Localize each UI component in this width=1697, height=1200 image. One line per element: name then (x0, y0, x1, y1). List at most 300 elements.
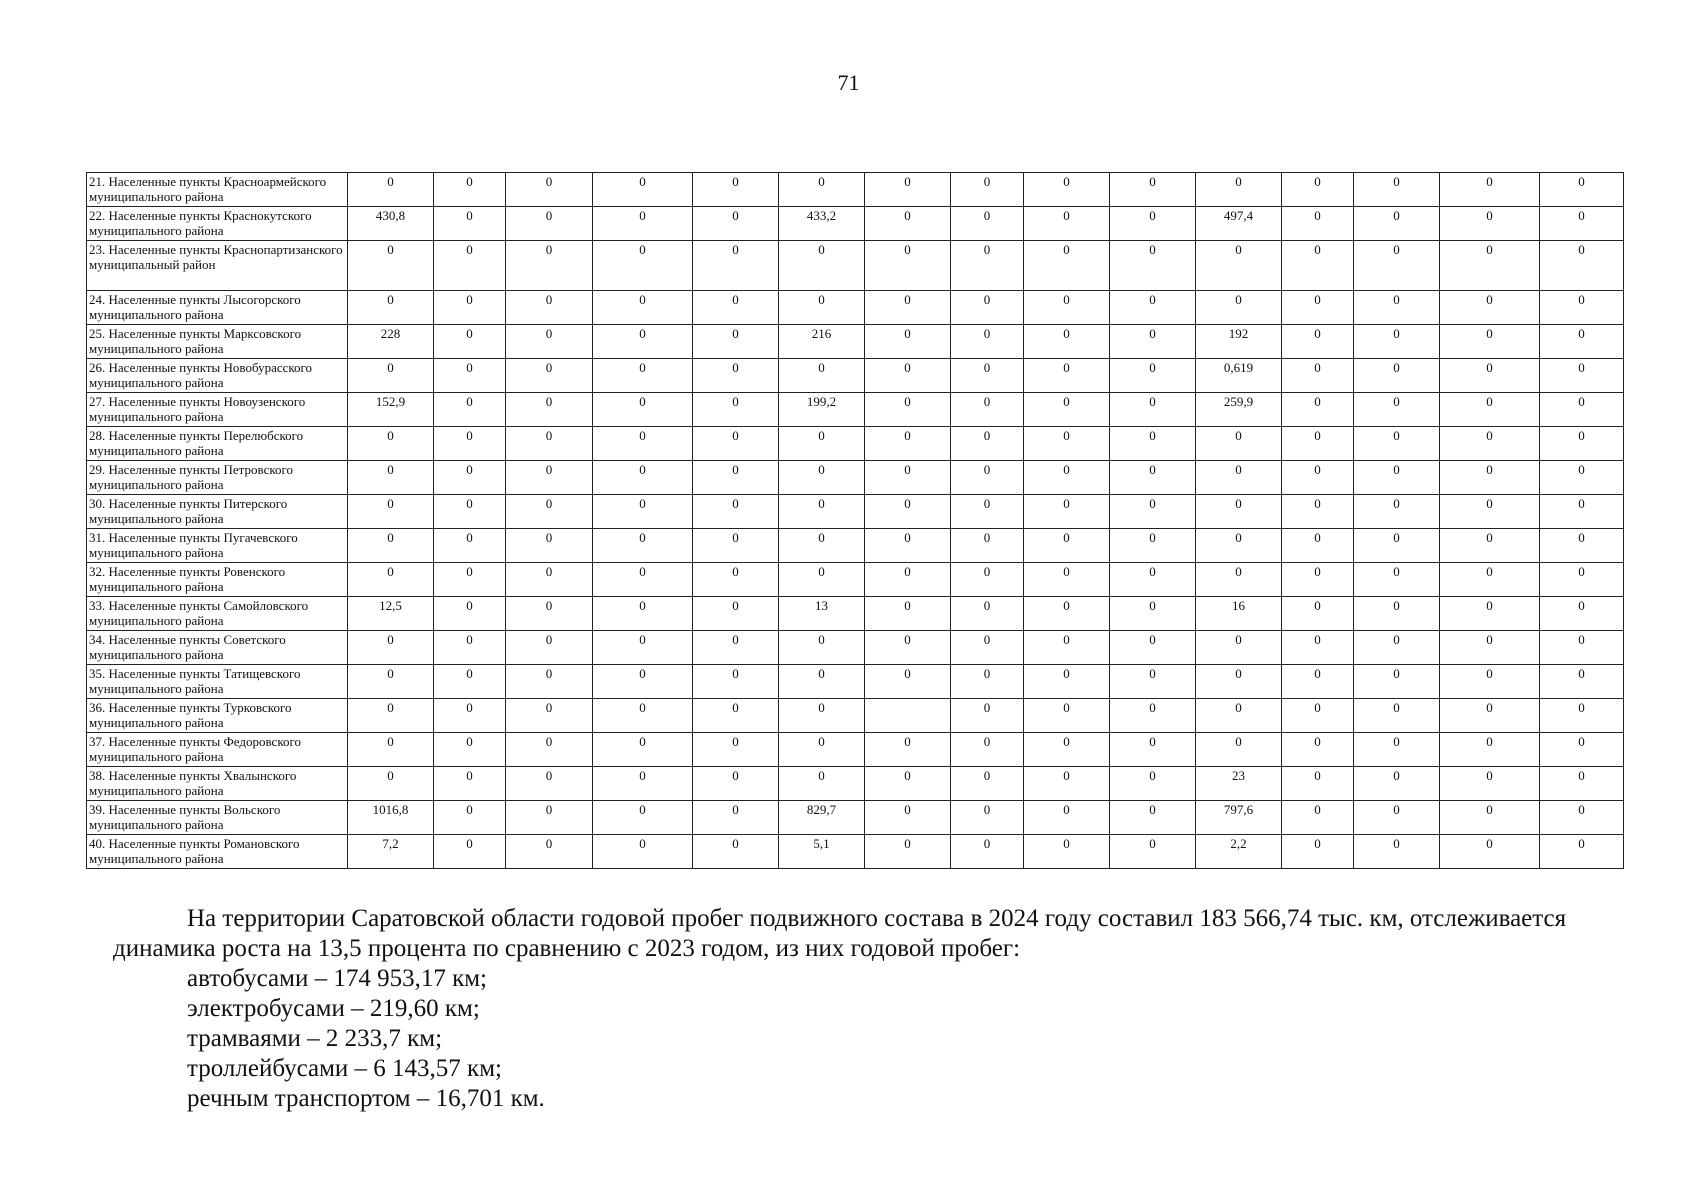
table-row (87, 241, 1624, 291)
value-cell: 0 (693, 291, 779, 325)
value-cell: 0 (693, 835, 779, 869)
value-cell: 0 (865, 563, 951, 597)
value-cell: 0 (779, 495, 865, 529)
value-cell: 0 (593, 529, 693, 563)
value-cell: 0 (1024, 835, 1110, 869)
value-cell: 0 (693, 631, 779, 665)
value-cell: 0 (1196, 241, 1282, 291)
value-cell: 0 (1282, 665, 1354, 699)
value-cell: 0 (1282, 733, 1354, 767)
value-cell: 0 (348, 767, 434, 801)
value-cell: 0 (1540, 495, 1624, 529)
value-cell: 0 (506, 359, 593, 393)
value-cell: 0 (1354, 631, 1440, 665)
value-cell: 0 (434, 359, 506, 393)
value-cell: 0 (865, 241, 951, 291)
value-cell: 0 (1282, 291, 1354, 325)
value-cell: 0 (779, 767, 865, 801)
value-cell: 0 (1354, 597, 1440, 631)
value-cell: 0 (593, 767, 693, 801)
row-name-cell: 28. Населенные пункты Перелюбского муниципального района (87, 427, 348, 461)
value-cell: 0 (593, 733, 693, 767)
value-cell: 0 (593, 173, 693, 207)
value-cell: 16 (1196, 597, 1282, 631)
value-cell: 0 (865, 767, 951, 801)
value-cell: 0 (865, 393, 951, 427)
value-cell: 0 (693, 461, 779, 495)
value-cell: 0 (951, 393, 1024, 427)
value-cell: 23 (1196, 767, 1282, 801)
value-cell: 0 (951, 173, 1024, 207)
value-cell: 0 (1024, 733, 1110, 767)
value-cell: 0 (865, 461, 951, 495)
value-cell: 0 (1110, 325, 1196, 359)
value-cell: 0 (593, 665, 693, 699)
value-cell: 0 (951, 495, 1024, 529)
value-cell: 0 (506, 495, 593, 529)
value-cell: 0 (434, 461, 506, 495)
value-cell: 0 (1110, 495, 1196, 529)
table-row (87, 563, 1624, 597)
value-cell: 0 (1354, 291, 1440, 325)
value-cell: 0 (779, 291, 865, 325)
row-name-cell: 37. Населенные пункты Федоровского муниципального района (87, 733, 348, 767)
row-name-cell: 23. Населенные пункты Краснопартизанского муниципальный район (87, 241, 348, 291)
value-cell: 497,4 (1196, 207, 1282, 241)
value-cell: 0 (506, 207, 593, 241)
value-cell: 0 (506, 563, 593, 597)
value-cell: 216 (779, 325, 865, 359)
value-cell: 0 (1354, 767, 1440, 801)
value-cell: 0 (593, 835, 693, 869)
value-cell: 0 (593, 427, 693, 461)
value-cell: 0 (951, 563, 1024, 597)
value-cell: 0 (1024, 495, 1110, 529)
value-cell: 0 (1440, 733, 1540, 767)
value-cell: 0 (1282, 767, 1354, 801)
value-cell: 0 (1110, 699, 1196, 733)
value-cell: 0 (693, 495, 779, 529)
value-cell: 0 (1540, 241, 1624, 291)
value-cell: 0 (1110, 835, 1196, 869)
value-cell: 0 (1110, 665, 1196, 699)
value-cell: 0 (434, 699, 506, 733)
value-cell: 0 (1354, 207, 1440, 241)
value-cell: 0 (1282, 495, 1354, 529)
summary-text (113, 904, 1643, 1114)
value-cell: 0 (693, 801, 779, 835)
value-cell (865, 699, 951, 733)
row-name-cell: 24. Населенные пункты Лысогорского муниципального района (87, 291, 348, 325)
value-cell: 0 (1354, 699, 1440, 733)
value-cell: 0 (434, 207, 506, 241)
value-cell: 0 (506, 241, 593, 291)
value-cell: 0 (693, 529, 779, 563)
value-cell: 0 (348, 427, 434, 461)
value-cell: 0 (779, 359, 865, 393)
value-cell: 0 (779, 665, 865, 699)
value-cell: 0 (348, 665, 434, 699)
value-cell: 0 (1540, 597, 1624, 631)
value-cell: 0 (1440, 325, 1540, 359)
value-cell: 0 (593, 393, 693, 427)
value-cell: 0 (506, 699, 593, 733)
value-cell: 0 (693, 173, 779, 207)
value-cell: 0 (693, 325, 779, 359)
value-cell: 0 (865, 173, 951, 207)
value-cell: 0 (1540, 631, 1624, 665)
value-cell: 0 (865, 359, 951, 393)
value-cell: 0 (1354, 325, 1440, 359)
table-row (87, 733, 1624, 767)
table-row (87, 427, 1624, 461)
value-cell: 0 (348, 529, 434, 563)
value-cell: 0 (1540, 207, 1624, 241)
value-cell: 0 (1282, 393, 1354, 427)
value-cell: 0 (693, 241, 779, 291)
value-cell: 0 (779, 631, 865, 665)
value-cell: 0 (951, 699, 1024, 733)
value-cell: 0 (1110, 173, 1196, 207)
value-cell: 0 (1440, 665, 1540, 699)
value-cell: 12,5 (348, 597, 434, 631)
value-cell: 0 (506, 325, 593, 359)
value-cell: 0 (1110, 207, 1196, 241)
value-cell: 0 (434, 835, 506, 869)
value-cell: 0 (434, 427, 506, 461)
value-cell: 0 (593, 291, 693, 325)
table-row (87, 207, 1624, 241)
value-cell: 0 (693, 563, 779, 597)
value-cell: 0 (593, 597, 693, 631)
value-cell: 0 (1110, 427, 1196, 461)
value-cell: 0 (1110, 393, 1196, 427)
value-cell: 0 (348, 173, 434, 207)
value-cell: 0 (1196, 563, 1282, 597)
value-cell: 0 (779, 733, 865, 767)
table-row (87, 835, 1624, 869)
value-cell: 0 (1540, 359, 1624, 393)
value-cell: 0 (1282, 597, 1354, 631)
value-cell: 0 (434, 665, 506, 699)
value-cell: 0 (951, 665, 1024, 699)
value-cell: 0 (1282, 325, 1354, 359)
value-cell: 0 (951, 291, 1024, 325)
row-name-cell: 33. Населенные пункты Самойловского муниципального района (87, 597, 348, 631)
value-cell: 0 (1354, 665, 1440, 699)
value-cell: 0 (1024, 173, 1110, 207)
value-cell: 0 (693, 359, 779, 393)
value-cell: 0 (1110, 801, 1196, 835)
row-name-cell: 29. Населенные пункты Петровского муниципального района (87, 461, 348, 495)
mileage-item-buses: автобусами – 174 953,17 км; (187, 965, 487, 992)
value-cell: 0 (506, 733, 593, 767)
value-cell: 0 (1196, 665, 1282, 699)
value-cell: 0 (593, 563, 693, 597)
value-cell: 0 (693, 427, 779, 461)
row-name-cell: 40. Населенные пункты Романовского муниципального района (87, 835, 348, 869)
value-cell: 0 (693, 393, 779, 427)
value-cell: 259,9 (1196, 393, 1282, 427)
value-cell: 0 (506, 631, 593, 665)
value-cell: 0 (1110, 529, 1196, 563)
value-cell: 0 (1196, 733, 1282, 767)
value-cell: 0 (434, 325, 506, 359)
value-cell: 0 (348, 733, 434, 767)
value-cell: 152,9 (348, 393, 434, 427)
value-cell: 0 (1440, 597, 1540, 631)
value-cell: 0 (1540, 173, 1624, 207)
value-cell: 0 (1024, 291, 1110, 325)
value-cell: 0 (1282, 699, 1354, 733)
row-name-cell: 21. Населенные пункты Красноармейского муниципального района (87, 173, 348, 207)
value-cell: 0 (434, 241, 506, 291)
value-cell: 0 (1440, 563, 1540, 597)
value-cell: 0 (506, 835, 593, 869)
value-cell: 0 (1196, 427, 1282, 461)
value-cell: 0 (1282, 563, 1354, 597)
value-cell: 0 (434, 597, 506, 631)
value-cell: 0 (865, 665, 951, 699)
value-cell: 0 (1110, 767, 1196, 801)
value-cell: 0 (1440, 427, 1540, 461)
value-cell: 0 (951, 597, 1024, 631)
value-cell: 0 (1024, 529, 1110, 563)
value-cell: 0 (1440, 359, 1540, 393)
value-cell: 0 (1282, 835, 1354, 869)
value-cell: 0 (1110, 461, 1196, 495)
value-cell: 0 (1354, 495, 1440, 529)
value-cell: 0 (1110, 241, 1196, 291)
table-row (87, 631, 1624, 665)
row-name-cell: 34. Населенные пункты Советского муниципального района (87, 631, 348, 665)
value-cell: 0 (1024, 597, 1110, 631)
value-cell: 1016,8 (348, 801, 434, 835)
value-cell: 0 (348, 359, 434, 393)
value-cell: 0 (593, 801, 693, 835)
value-cell: 0 (1540, 461, 1624, 495)
value-cell: 0 (434, 563, 506, 597)
value-cell: 0 (779, 529, 865, 563)
value-cell: 430,8 (348, 207, 434, 241)
value-cell: 0 (1282, 631, 1354, 665)
value-cell: 0 (1024, 767, 1110, 801)
value-cell: 0 (348, 631, 434, 665)
value-cell: 0 (1024, 699, 1110, 733)
value-cell: 0 (693, 665, 779, 699)
table-body (87, 173, 1624, 869)
value-cell: 0 (1440, 393, 1540, 427)
value-cell: 0 (865, 801, 951, 835)
value-cell: 0 (951, 427, 1024, 461)
value-cell: 0 (951, 733, 1024, 767)
value-cell: 0 (506, 427, 593, 461)
value-cell: 0 (506, 393, 593, 427)
value-cell: 0 (506, 291, 593, 325)
value-cell: 0 (1440, 699, 1540, 733)
value-cell: 0 (865, 529, 951, 563)
row-name-cell: 38. Населенные пункты Хвалынского муниципального района (87, 767, 348, 801)
value-cell: 0 (1440, 767, 1540, 801)
value-cell: 0 (1354, 359, 1440, 393)
value-cell: 0 (865, 427, 951, 461)
value-cell: 0 (1354, 427, 1440, 461)
table-row (87, 665, 1624, 699)
value-cell: 0 (1282, 359, 1354, 393)
value-cell: 0 (1196, 173, 1282, 207)
page-number: 71 (837, 70, 860, 95)
value-cell: 0 (506, 665, 593, 699)
value-cell: 0 (1540, 427, 1624, 461)
row-name-cell: 39. Населенные пункты Вольского муниципального района (87, 801, 348, 835)
mileage-item-river-transport: речным транспортом – 16,701 км. (187, 1085, 545, 1112)
value-cell: 0 (593, 359, 693, 393)
value-cell: 0 (1196, 291, 1282, 325)
value-cell: 0 (1024, 563, 1110, 597)
value-cell: 0 (693, 767, 779, 801)
value-cell: 192 (1196, 325, 1282, 359)
value-cell: 13 (779, 597, 865, 631)
value-cell: 0 (951, 241, 1024, 291)
value-cell: 0 (593, 207, 693, 241)
value-cell: 0 (1440, 241, 1540, 291)
summary-paragraph: На территории Саратовской области годовой пробег подвижного состава в 2024 году составил 183 566,74 тыс. км, отслеживается динамика роста на 13,5 процента по сравнению с 2023 годом, из них годовой пробег: (113, 905, 1567, 962)
table-row (87, 495, 1624, 529)
table-row (87, 767, 1624, 801)
value-cell: 0 (1024, 359, 1110, 393)
value-cell: 0 (1282, 529, 1354, 563)
value-cell: 829,7 (779, 801, 865, 835)
value-cell: 0 (348, 461, 434, 495)
value-cell: 0 (779, 563, 865, 597)
value-cell: 0 (865, 835, 951, 869)
row-name-cell: 27. Населенные пункты Новоузенского муниципального района (87, 393, 348, 427)
value-cell: 0 (348, 699, 434, 733)
table-row (87, 359, 1624, 393)
value-cell: 0 (593, 241, 693, 291)
value-cell: 0 (951, 325, 1024, 359)
value-cell: 0 (1282, 427, 1354, 461)
value-cell: 0 (1540, 767, 1624, 801)
value-cell: 0 (951, 207, 1024, 241)
value-cell: 0 (1354, 801, 1440, 835)
value-cell: 0 (434, 801, 506, 835)
value-cell: 0 (1440, 173, 1540, 207)
table-row (87, 699, 1624, 733)
value-cell: 0 (348, 563, 434, 597)
value-cell: 0 (1354, 529, 1440, 563)
value-cell: 0 (506, 529, 593, 563)
row-name-cell: 32. Населенные пункты Ровенского муниципального района (87, 563, 348, 597)
value-cell: 0 (865, 207, 951, 241)
value-cell: 0 (865, 631, 951, 665)
value-cell: 0 (434, 631, 506, 665)
value-cell: 0 (1540, 801, 1624, 835)
row-name-cell: 26. Населенные пункты Новобурасского муниципального района (87, 359, 348, 393)
value-cell: 0 (1024, 631, 1110, 665)
value-cell: 0 (1354, 563, 1440, 597)
value-cell: 0 (779, 173, 865, 207)
table-row (87, 325, 1624, 359)
value-cell: 0 (506, 461, 593, 495)
value-cell: 0 (779, 699, 865, 733)
value-cell: 0 (865, 733, 951, 767)
value-cell: 0 (865, 325, 951, 359)
value-cell: 0 (1024, 665, 1110, 699)
value-cell: 0 (1440, 207, 1540, 241)
value-cell: 0 (1282, 173, 1354, 207)
value-cell: 0 (779, 427, 865, 461)
value-cell: 0 (1024, 801, 1110, 835)
value-cell: 0 (1110, 291, 1196, 325)
table-row (87, 461, 1624, 495)
value-cell: 228 (348, 325, 434, 359)
row-name-cell: 25. Населенные пункты Марксовского муниципального района (87, 325, 348, 359)
value-cell: 0 (1354, 173, 1440, 207)
value-cell: 0 (1440, 801, 1540, 835)
value-cell: 0 (1440, 529, 1540, 563)
value-cell: 0 (951, 529, 1024, 563)
value-cell: 0 (506, 173, 593, 207)
row-name-cell: 22. Населенные пункты Краснокутского муниципального района (87, 207, 348, 241)
table-row (87, 597, 1624, 631)
value-cell: 0 (1024, 241, 1110, 291)
value-cell: 0 (1440, 461, 1540, 495)
value-cell: 0 (1354, 241, 1440, 291)
value-cell: 0 (951, 801, 1024, 835)
value-cell: 0 (1354, 393, 1440, 427)
data-table (86, 172, 1624, 869)
value-cell: 0 (434, 733, 506, 767)
value-cell: 0 (434, 767, 506, 801)
value-cell: 0 (1540, 291, 1624, 325)
mileage-item-trolleybuses: троллейбусами – 6 143,57 км; (187, 1055, 502, 1082)
value-cell: 0 (951, 835, 1024, 869)
value-cell: 0 (951, 359, 1024, 393)
value-cell: 0 (779, 461, 865, 495)
value-cell: 0 (1354, 461, 1440, 495)
row-name-cell: 36. Населенные пункты Турковского муниципального района (87, 699, 348, 733)
value-cell: 0 (1110, 597, 1196, 631)
value-cell: 0 (1540, 563, 1624, 597)
value-cell: 0 (434, 173, 506, 207)
value-cell: 0 (348, 241, 434, 291)
value-cell: 2,2 (1196, 835, 1282, 869)
value-cell: 0 (1110, 359, 1196, 393)
value-cell: 199,2 (779, 393, 865, 427)
value-cell: 0 (348, 291, 434, 325)
value-cell: 0 (1196, 699, 1282, 733)
value-cell: 0,619 (1196, 359, 1282, 393)
value-cell: 0 (1196, 529, 1282, 563)
value-cell: 0 (1024, 393, 1110, 427)
value-cell: 0 (434, 495, 506, 529)
value-cell: 0 (1196, 461, 1282, 495)
value-cell: 0 (951, 767, 1024, 801)
value-cell: 0 (1440, 631, 1540, 665)
value-cell: 0 (1282, 207, 1354, 241)
value-cell: 0 (1282, 801, 1354, 835)
value-cell: 0 (434, 529, 506, 563)
row-name-cell: 31. Населенные пункты Пугачевского муниципального района (87, 529, 348, 563)
table-row (87, 393, 1624, 427)
value-cell: 5,1 (779, 835, 865, 869)
value-cell: 0 (1110, 563, 1196, 597)
value-cell: 0 (593, 631, 693, 665)
value-cell: 0 (434, 393, 506, 427)
table-row (87, 291, 1624, 325)
value-cell: 0 (1196, 631, 1282, 665)
